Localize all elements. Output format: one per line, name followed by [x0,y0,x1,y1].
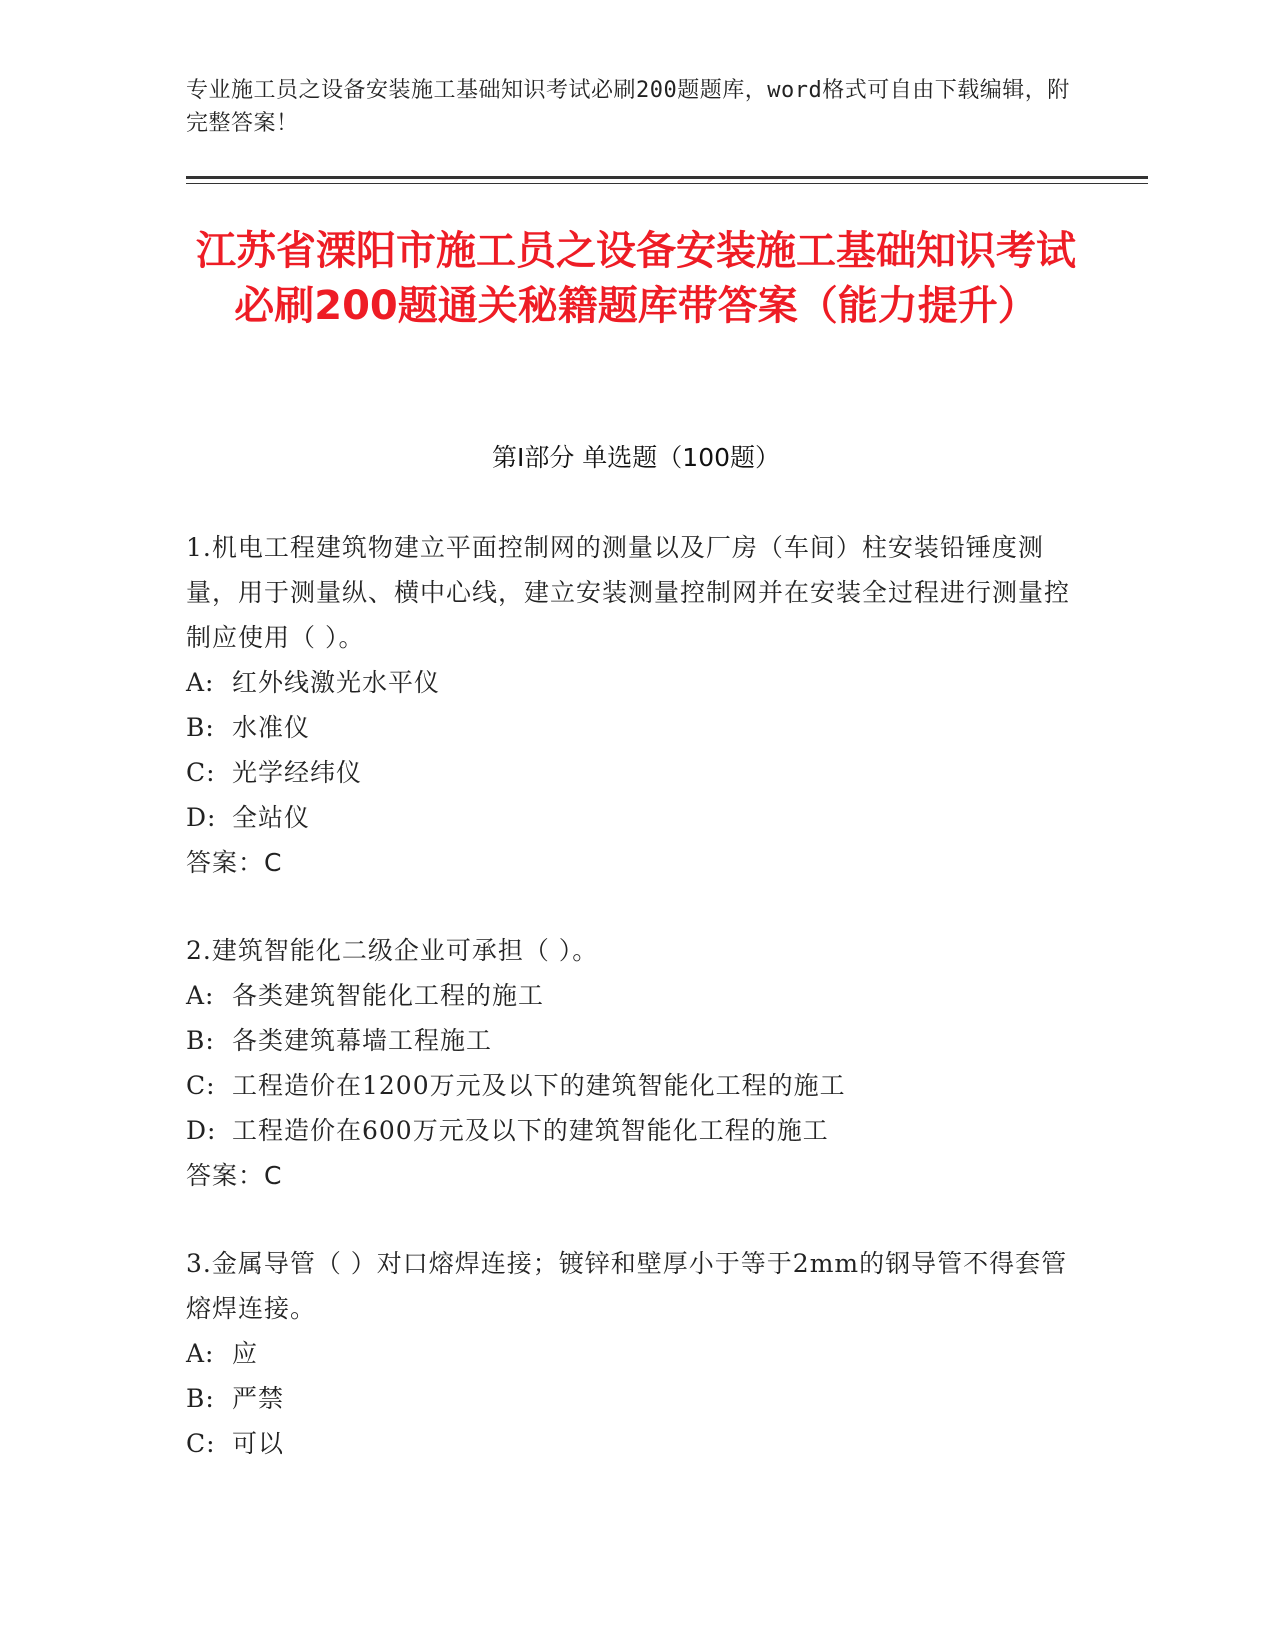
option-a [186,973,1086,1018]
header-note: 专业施工员之设备安装施工基础知识考试必刷200题题库，word格式可自由下载编辑，附完整答案！ [186,78,1070,136]
option-c [186,1063,1086,1108]
option-text: 各类建筑幕墙工程施工 [232,1026,493,1055]
document-title: 江苏省溧阳市施工员之设备安装施工基础知识考试必刷200题通关秘籍题库带答案（能力提升） [196,228,1076,329]
option-text: 全站仪 [232,803,311,832]
option-b [186,1018,1086,1063]
option-c [186,1421,1086,1466]
option-key: B: [186,1026,215,1055]
answer-line: 答案：C [186,848,283,877]
question-3 [186,1241,1086,1466]
option-key: D: [186,803,217,832]
option-key: A: [186,668,215,697]
option-key: C: [186,1071,216,1100]
question-stem: 1.机电工程建筑物建立平面控制网的测量以及厂房（车间）柱安装铅锤度测量，用于测量纵、横中心线，建立安装测量控制网并在安装全过程进行测量控制应使用（ ）。 [186,533,1071,652]
option-text: 红外线激光水平仪 [232,668,441,697]
question-stem: 2.建筑智能化二级企业可承担（ ）。 [186,936,599,965]
option-d [186,1108,1086,1153]
question-stem: 3.金属导管（ ）对口熔焊连接；镀锌和壁厚小于等于2mm的钢导管不得套管熔焊连接。 [186,1249,1068,1323]
option-text: 光学经纬仪 [232,758,363,787]
option-text: 工程造价在1200万元及以下的建筑智能化工程的施工 [232,1071,846,1100]
option-b [186,705,1086,750]
option-text: 工程造价在600万元及以下的建筑智能化工程的施工 [232,1116,829,1145]
option-text: 应 [232,1339,259,1368]
question-list [186,525,1086,1509]
option-text: 水准仪 [232,713,311,742]
option-key: C: [186,758,216,787]
option-key: B: [186,1384,215,1413]
option-b [186,1376,1086,1421]
option-key: A: [186,1339,215,1368]
section-heading: 第Ⅰ部分 单选题（100题） [491,443,781,472]
header-rule-thin [186,183,1148,184]
option-key: A: [186,981,215,1010]
answer-line: 答案：C [186,1161,283,1190]
option-key: D: [186,1116,217,1145]
option-text: 各类建筑智能化工程的施工 [232,981,545,1010]
option-c [186,750,1086,795]
option-text: 严禁 [232,1384,285,1413]
option-key: B: [186,713,215,742]
option-text: 可以 [232,1429,285,1458]
question-2 [186,928,1086,1198]
option-a [186,660,1086,705]
option-d [186,795,1086,840]
option-a [186,1331,1086,1376]
header-rule-thick [186,176,1148,179]
question-1 [186,525,1086,885]
option-key: C: [186,1429,216,1458]
